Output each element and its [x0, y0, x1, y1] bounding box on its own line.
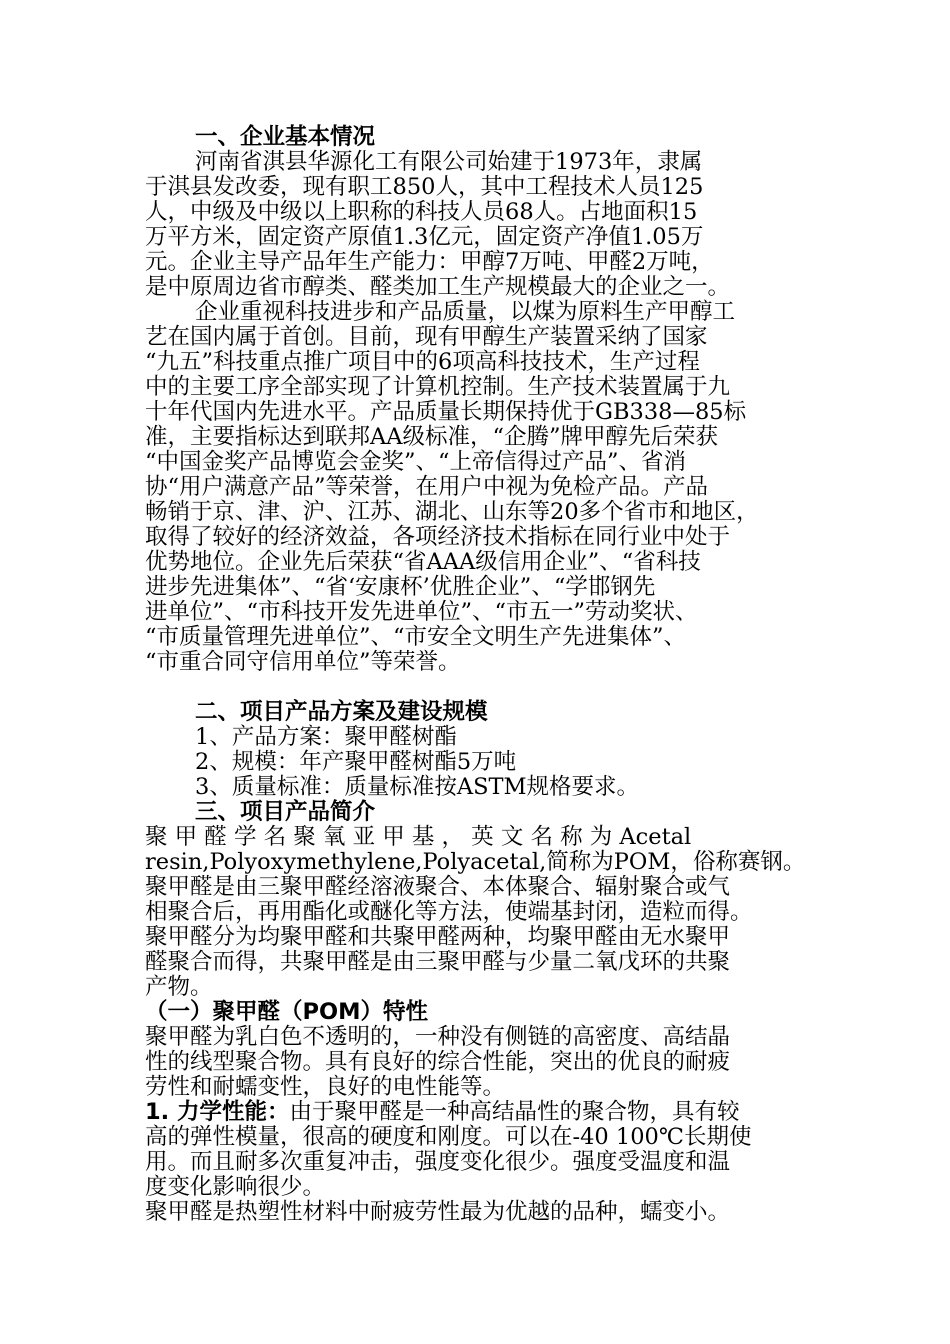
paragraph-line: 用。而且耐多次重复冲击，强度变化很少。强度受温度和温	[145, 1149, 731, 1175]
list-item: 1、产品方案：聚甲醛树酯	[195, 724, 457, 750]
paragraph-line: 艺在国内属于首创。目前，现有甲醇生产装置采纳了国家	[145, 324, 708, 350]
paragraph-line: 高的弹性模量，很高的硬度和刚度。可以在-40 100℃长期使	[145, 1124, 752, 1150]
paragraph-line: 于淇县发改委，现有职工850人，其中工程技术人员125	[145, 174, 704, 200]
paragraph-line-mechanical	[145, 1100, 740, 1125]
paragraph-line: 聚甲醛是热塑性材料中耐疲劳性最为优越的品种，蠕变小。	[145, 1199, 731, 1225]
section-heading-product-intro: 三、项目产品简介	[195, 799, 376, 825]
paragraph-line: 聚甲醛是由三聚甲醛经溶液聚合、本体聚合、辐射聚合或气	[145, 874, 731, 900]
paragraph-line: 相聚合后，再用酯化或醚化等方法，使端基封闭，造粒而得。	[145, 899, 753, 925]
paragraph-line: 优势地位。企业先后荣获“省AAA级信用企业”、“省科技	[145, 549, 701, 575]
paragraph-line: resin,Polyoxymethylene,Polyacetal,简称为POM，俗称赛钢。	[145, 849, 806, 875]
paragraph-line: 聚甲醛分为均聚甲醛和共聚甲醛两种，均聚甲醛由无水聚甲	[145, 924, 731, 950]
paragraph-line: 取得了较好的经济效益，各项经济技术指标在同行业中处于	[145, 524, 731, 550]
paragraph-line: 准，主要指标达到联邦AA级标准，“企腾”牌甲醇先后荣获	[145, 424, 719, 450]
mechanical-properties-label: 1. 力学性能：	[145, 1099, 290, 1125]
paragraph-line: 人，中级及中级以上职称的科技人员68人。占地面积15	[145, 199, 698, 225]
sub-heading-pom-properties: （一）聚甲醛（POM）特性	[145, 999, 429, 1025]
list-item: 2、规模：年产聚甲醛树酯5万吨	[195, 749, 517, 775]
paragraph-line: 劳性和耐蠕变性，良好的电性能等。	[145, 1074, 506, 1100]
paragraph-line: 性的线型聚合物。具有良好的综合性能，突出的优良的耐疲	[145, 1049, 731, 1075]
paragraph-line: 万平方米，固定资产原值1.3亿元，固定资产净值1.05万	[145, 224, 704, 250]
paragraph-line: 产物。	[145, 974, 213, 1000]
paragraph-line: 中的主要工序全部实现了计算机控制。生产技术装置属于九	[145, 374, 731, 400]
paragraph-line: 协“用户满意产品”等荣誉，在用户中视为免检产品。产品	[145, 474, 709, 500]
paragraph-line: “市质量管理先进单位”、“市安全文明生产先进集体”、	[145, 624, 687, 650]
paragraph-line: 是中原周边省市醇类、醛类加工生产规模最大的企业之一。	[145, 274, 731, 300]
paragraph-line: 醛聚合而得，共聚甲醛是由三聚甲醛与少量二氧戊环的共聚	[145, 949, 731, 975]
paragraph-line: “九五”科技重点推广项目中的6项高科技技术，生产过程	[145, 349, 700, 375]
paragraph-line: 聚 甲 醛 学 名 聚 氧 亚 甲 基 ， 英 文 名 称 为 Acetal	[145, 824, 692, 850]
list-item: 3、质量标准：质量标准按ASTM规格要求。	[195, 774, 640, 800]
paragraph-line: 十年代国内先进水平。产品质量长期保持优于GB338—85标	[145, 399, 747, 425]
paragraph-line: “中国金奖产品博览会金奖”、“上帝信得过产品”、省消	[145, 449, 687, 475]
paragraph-line: 河南省淇县华源化工有限公司始建于1973年，隶属	[195, 149, 703, 175]
mechanical-properties-text: 由于聚甲醛是一种高结晶性的聚合物，具有较	[289, 1099, 740, 1125]
section-heading-product-plan: 二、项目产品方案及建设规模	[195, 699, 488, 725]
paragraph-line: 进步先进集体”、“省‘安康杯’优胜企业”、“学邯钢先	[145, 574, 656, 600]
paragraph-line: 度变化影响很少。	[145, 1174, 326, 1200]
paragraph-line: 元。企业主导产品年生产能力：甲醇7万吨、甲醛2万吨，	[145, 249, 714, 275]
paragraph-line: 进单位”、“市科技开发先进单位”、“市五一”劳动奖状、	[145, 599, 698, 625]
paragraph-line: 企业重视科技进步和产品质量，以煤为原料生产甲醇工	[195, 299, 736, 325]
paragraph-line: “市重合同守信用单位”等荣誉。	[145, 649, 461, 675]
paragraph-line: 聚甲醛为乳白色不透明的，一种没有侧链的高密度、高结晶	[145, 1024, 731, 1050]
section-heading-company: 一、企业基本情况	[195, 124, 376, 150]
paragraph-line: 畅销于京、津、沪、江苏、湖北、山东等20多个省市和地区，	[145, 499, 759, 525]
